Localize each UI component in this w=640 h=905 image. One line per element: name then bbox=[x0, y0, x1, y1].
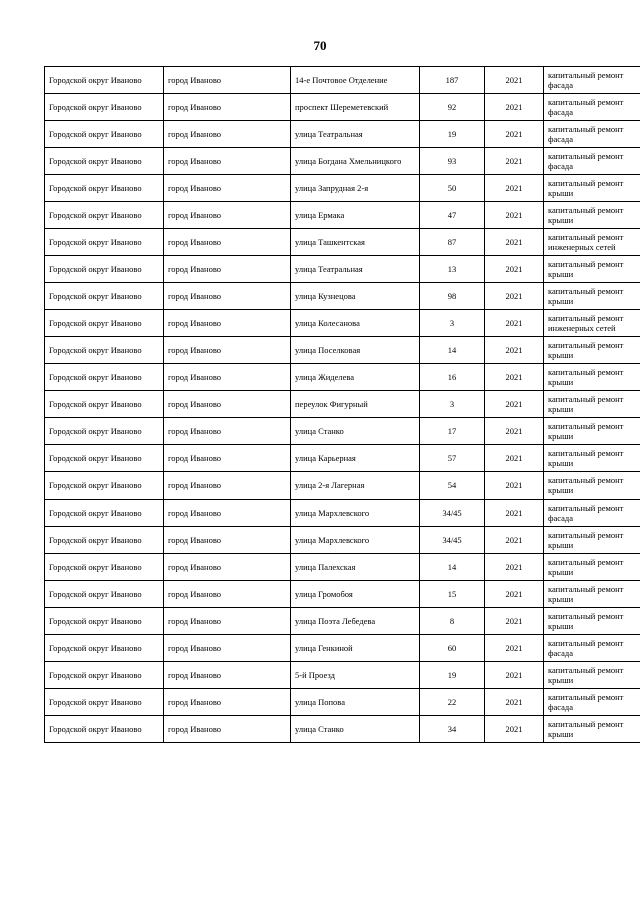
cell-settlement: город Иваново bbox=[164, 445, 291, 472]
cell-house: 13 bbox=[420, 256, 485, 283]
cell-year: 2021 bbox=[485, 202, 544, 229]
cell-house: 17 bbox=[420, 418, 485, 445]
cell-house: 57 bbox=[420, 445, 485, 472]
cell-settlement: город Иваново bbox=[164, 148, 291, 175]
cell-settlement: город Иваново bbox=[164, 499, 291, 526]
cell-street: улица Генкиной bbox=[291, 634, 420, 661]
cell-settlement: город Иваново bbox=[164, 688, 291, 715]
cell-street: улица Запрудная 2-я bbox=[291, 175, 420, 202]
cell-work: капитальный ремонт фасада bbox=[544, 148, 640, 175]
cell-year: 2021 bbox=[485, 526, 544, 553]
table-row bbox=[45, 364, 640, 391]
cell-municipality: Городской округ Иваново bbox=[45, 310, 164, 337]
cell-settlement: город Иваново bbox=[164, 310, 291, 337]
cell-house: 98 bbox=[420, 283, 485, 310]
cell-house: 47 bbox=[420, 202, 485, 229]
cell-street: улица Карьерная bbox=[291, 445, 420, 472]
cell-municipality: Городской округ Иваново bbox=[45, 202, 164, 229]
cell-year: 2021 bbox=[485, 364, 544, 391]
table-row bbox=[45, 472, 640, 499]
table-body bbox=[45, 67, 640, 743]
cell-work: капитальный ремонт инженерных сетей bbox=[544, 229, 640, 256]
cell-municipality: Городской округ Иваново bbox=[45, 418, 164, 445]
cell-house: 22 bbox=[420, 688, 485, 715]
cell-house: 87 bbox=[420, 229, 485, 256]
table-row bbox=[45, 391, 640, 418]
cell-street: проспект Шереметевский bbox=[291, 94, 420, 121]
table-row bbox=[45, 445, 640, 472]
table-row bbox=[45, 229, 640, 256]
cell-house: 16 bbox=[420, 364, 485, 391]
cell-work: капитальный ремонт инженерных сетей bbox=[544, 310, 640, 337]
cell-house: 92 bbox=[420, 94, 485, 121]
cell-year: 2021 bbox=[485, 553, 544, 580]
cell-settlement: город Иваново bbox=[164, 634, 291, 661]
cell-municipality: Городской округ Иваново bbox=[45, 364, 164, 391]
cell-street: улица Мархлевского bbox=[291, 526, 420, 553]
cell-house: 14 bbox=[420, 337, 485, 364]
table-row bbox=[45, 499, 640, 526]
table-row bbox=[45, 580, 640, 607]
cell-house: 34/45 bbox=[420, 499, 485, 526]
cell-house: 14 bbox=[420, 553, 485, 580]
cell-work: капитальный ремонт крыши bbox=[544, 202, 640, 229]
cell-house: 34 bbox=[420, 715, 485, 742]
cell-year: 2021 bbox=[485, 607, 544, 634]
cell-house: 3 bbox=[420, 310, 485, 337]
cell-house: 34/45 bbox=[420, 526, 485, 553]
cell-settlement: город Иваново bbox=[164, 94, 291, 121]
cell-year: 2021 bbox=[485, 337, 544, 364]
table-row bbox=[45, 283, 640, 310]
table-row bbox=[45, 418, 640, 445]
cell-municipality: Городской округ Иваново bbox=[45, 148, 164, 175]
cell-work: капитальный ремонт крыши bbox=[544, 472, 640, 499]
cell-year: 2021 bbox=[485, 67, 544, 94]
cell-street: 5-й Проезд bbox=[291, 661, 420, 688]
cell-settlement: город Иваново bbox=[164, 256, 291, 283]
table-row bbox=[45, 67, 640, 94]
cell-year: 2021 bbox=[485, 445, 544, 472]
cell-year: 2021 bbox=[485, 580, 544, 607]
cell-street: улица Колесанова bbox=[291, 310, 420, 337]
cell-settlement: город Иваново bbox=[164, 67, 291, 94]
cell-work: капитальный ремонт фасада bbox=[544, 499, 640, 526]
table-row bbox=[45, 553, 640, 580]
cell-year: 2021 bbox=[485, 418, 544, 445]
cell-year: 2021 bbox=[485, 310, 544, 337]
table-row bbox=[45, 256, 640, 283]
cell-year: 2021 bbox=[485, 256, 544, 283]
cell-work: капитальный ремонт фасада bbox=[544, 688, 640, 715]
cell-street: улица Богдана Хмельницкого bbox=[291, 148, 420, 175]
cell-street: улица Ермака bbox=[291, 202, 420, 229]
cell-street: улица Попова bbox=[291, 688, 420, 715]
table-row bbox=[45, 715, 640, 742]
cell-work: капитальный ремонт крыши bbox=[544, 445, 640, 472]
cell-settlement: город Иваново bbox=[164, 661, 291, 688]
cell-settlement: город Иваново bbox=[164, 526, 291, 553]
cell-municipality: Городской округ Иваново bbox=[45, 67, 164, 94]
cell-street: улица Палехская bbox=[291, 553, 420, 580]
cell-house: 93 bbox=[420, 148, 485, 175]
cell-year: 2021 bbox=[485, 634, 544, 661]
cell-settlement: город Иваново bbox=[164, 715, 291, 742]
cell-work: капитальный ремонт крыши bbox=[544, 526, 640, 553]
table-row bbox=[45, 607, 640, 634]
table-row bbox=[45, 310, 640, 337]
cell-house: 3 bbox=[420, 391, 485, 418]
cell-municipality: Городской округ Иваново bbox=[45, 526, 164, 553]
cell-work: капитальный ремонт крыши bbox=[544, 418, 640, 445]
capital-repair-table bbox=[44, 66, 640, 743]
cell-work: капитальный ремонт фасада bbox=[544, 94, 640, 121]
cell-street: улица Жиделева bbox=[291, 364, 420, 391]
cell-municipality: Городской округ Иваново bbox=[45, 94, 164, 121]
cell-work: капитальный ремонт фасада bbox=[544, 121, 640, 148]
table-row bbox=[45, 661, 640, 688]
cell-house: 60 bbox=[420, 634, 485, 661]
cell-work: капитальный ремонт крыши bbox=[544, 391, 640, 418]
cell-municipality: Городской округ Иваново bbox=[45, 229, 164, 256]
cell-municipality: Городской округ Иваново bbox=[45, 175, 164, 202]
cell-year: 2021 bbox=[485, 94, 544, 121]
cell-street: улица Поэта Лебедева bbox=[291, 607, 420, 634]
cell-year: 2021 bbox=[485, 715, 544, 742]
cell-street: улица Кузнецова bbox=[291, 283, 420, 310]
cell-municipality: Городской округ Иваново bbox=[45, 445, 164, 472]
cell-municipality: Городской округ Иваново bbox=[45, 634, 164, 661]
cell-municipality: Городской округ Иваново bbox=[45, 580, 164, 607]
cell-house: 50 bbox=[420, 175, 485, 202]
cell-work: капитальный ремонт крыши bbox=[544, 364, 640, 391]
cell-work: капитальный ремонт крыши bbox=[544, 283, 640, 310]
cell-house: 19 bbox=[420, 121, 485, 148]
cell-work: капитальный ремонт крыши bbox=[544, 607, 640, 634]
table-row bbox=[45, 202, 640, 229]
cell-work: капитальный ремонт крыши bbox=[544, 175, 640, 202]
table-row bbox=[45, 175, 640, 202]
cell-work: капитальный ремонт крыши bbox=[544, 337, 640, 364]
cell-street: улица Громобоя bbox=[291, 580, 420, 607]
cell-work: капитальный ремонт крыши bbox=[544, 580, 640, 607]
cell-work: капитальный ремонт крыши bbox=[544, 553, 640, 580]
cell-settlement: город Иваново bbox=[164, 472, 291, 499]
cell-street: улица 2-я Лагерная bbox=[291, 472, 420, 499]
cell-municipality: Городской округ Иваново bbox=[45, 661, 164, 688]
cell-settlement: город Иваново bbox=[164, 175, 291, 202]
cell-municipality: Городской округ Иваново bbox=[45, 688, 164, 715]
cell-work: капитальный ремонт крыши bbox=[544, 715, 640, 742]
table-container bbox=[0, 66, 640, 743]
cell-year: 2021 bbox=[485, 472, 544, 499]
cell-year: 2021 bbox=[485, 661, 544, 688]
cell-settlement: город Иваново bbox=[164, 229, 291, 256]
cell-street: 14-е Почтовое Отделение bbox=[291, 67, 420, 94]
cell-year: 2021 bbox=[485, 148, 544, 175]
cell-year: 2021 bbox=[485, 688, 544, 715]
cell-municipality: Городской округ Иваново bbox=[45, 607, 164, 634]
cell-settlement: город Иваново bbox=[164, 364, 291, 391]
cell-municipality: Городской округ Иваново bbox=[45, 715, 164, 742]
cell-house: 19 bbox=[420, 661, 485, 688]
cell-year: 2021 bbox=[485, 121, 544, 148]
cell-work: капитальный ремонт фасада bbox=[544, 67, 640, 94]
cell-street: улица Станко bbox=[291, 418, 420, 445]
table-row bbox=[45, 121, 640, 148]
cell-municipality: Городской округ Иваново bbox=[45, 553, 164, 580]
cell-municipality: Городской округ Иваново bbox=[45, 337, 164, 364]
cell-street: улица Поселковая bbox=[291, 337, 420, 364]
table-row bbox=[45, 148, 640, 175]
cell-settlement: город Иваново bbox=[164, 418, 291, 445]
cell-street: улица Театральная bbox=[291, 121, 420, 148]
cell-house: 8 bbox=[420, 607, 485, 634]
cell-municipality: Городской округ Иваново bbox=[45, 499, 164, 526]
cell-year: 2021 bbox=[485, 283, 544, 310]
cell-municipality: Городской округ Иваново bbox=[45, 391, 164, 418]
cell-house: 54 bbox=[420, 472, 485, 499]
cell-street: переулок Фигурный bbox=[291, 391, 420, 418]
cell-settlement: город Иваново bbox=[164, 283, 291, 310]
cell-year: 2021 bbox=[485, 175, 544, 202]
cell-work: капитальный ремонт крыши bbox=[544, 256, 640, 283]
cell-settlement: город Иваново bbox=[164, 121, 291, 148]
cell-work: капитальный ремонт крыши bbox=[544, 661, 640, 688]
cell-municipality: Городской округ Иваново bbox=[45, 283, 164, 310]
cell-settlement: город Иваново bbox=[164, 202, 291, 229]
cell-settlement: город Иваново bbox=[164, 553, 291, 580]
cell-street: улица Театральная bbox=[291, 256, 420, 283]
table-row bbox=[45, 634, 640, 661]
cell-municipality: Городской округ Иваново bbox=[45, 472, 164, 499]
cell-street: улица Ташкентская bbox=[291, 229, 420, 256]
cell-year: 2021 bbox=[485, 229, 544, 256]
cell-year: 2021 bbox=[485, 391, 544, 418]
cell-municipality: Городской округ Иваново bbox=[45, 121, 164, 148]
cell-settlement: город Иваново bbox=[164, 337, 291, 364]
page-number: 70 bbox=[313, 38, 327, 53]
cell-house: 15 bbox=[420, 580, 485, 607]
cell-work: капитальный ремонт фасада bbox=[544, 634, 640, 661]
cell-year: 2021 bbox=[485, 499, 544, 526]
table-row bbox=[45, 526, 640, 553]
table-row bbox=[45, 688, 640, 715]
cell-settlement: город Иваново bbox=[164, 580, 291, 607]
cell-settlement: город Иваново bbox=[164, 391, 291, 418]
table-row bbox=[45, 94, 640, 121]
cell-settlement: город Иваново bbox=[164, 607, 291, 634]
cell-street: улица Станко bbox=[291, 715, 420, 742]
table-row bbox=[45, 337, 640, 364]
cell-municipality: Городской округ Иваново bbox=[45, 256, 164, 283]
cell-house: 187 bbox=[420, 67, 485, 94]
cell-street: улица Мархлевского bbox=[291, 499, 420, 526]
